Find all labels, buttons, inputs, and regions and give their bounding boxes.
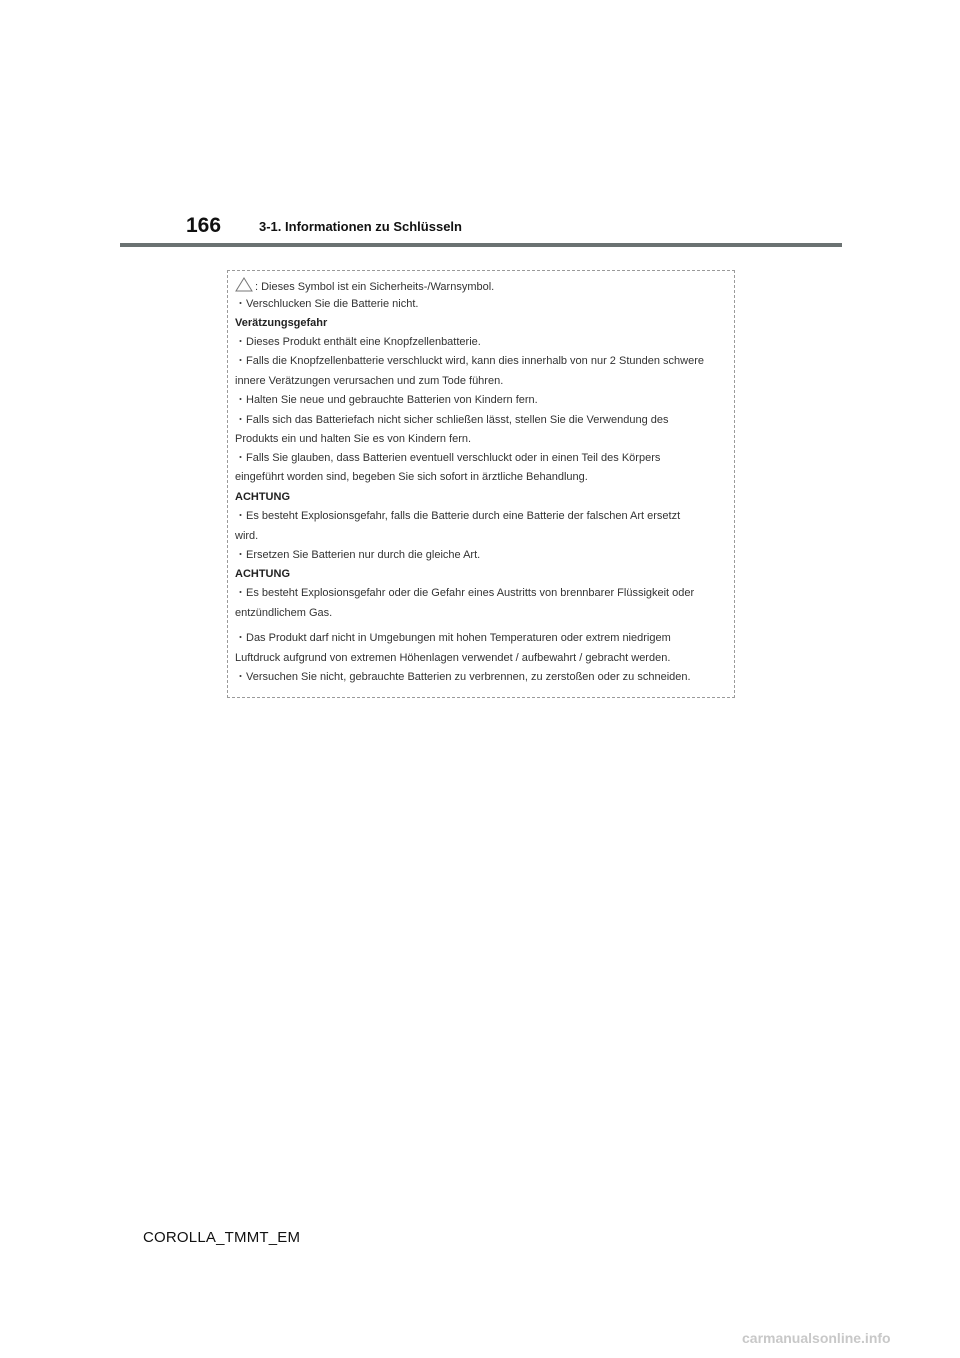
warning-triangle-icon xyxy=(235,277,253,292)
symbol-note xyxy=(235,277,494,294)
box-line: wird. xyxy=(235,530,259,542)
section-title: 3-1. Informationen zu Schlüsseln xyxy=(259,219,462,234)
box-line: ・Es besteht Explosionsgefahr, falls die Batterie durch eine Batterie der falschen Art ersetzt xyxy=(235,510,681,522)
symbol-note-text: : Dieses Symbol ist ein Sicherheits-/Warnsymbol. xyxy=(255,281,495,293)
box-line: ・Ersetzen Sie Batterien nur durch die gleiche Art. xyxy=(235,549,481,561)
box-heading: Verätzungsgefahr xyxy=(235,317,328,329)
box-line: Produkts ein und halten Sie es von Kindern fern. xyxy=(235,433,472,445)
box-line: ・Das Produkt darf nicht in Umgebungen mit hohen Temperaturen oder extrem niedrigem xyxy=(235,632,671,644)
box-line: ・Falls sich das Batteriefach nicht sicher schließen lässt, stellen Sie die Verwendung des xyxy=(235,414,669,426)
box-line: ・Falls Sie glauben, dass Batterien eventuell verschluckt oder in einen Teil des Körpers xyxy=(235,452,661,464)
header-rule xyxy=(120,243,842,247)
box-line: ・Halten Sie neue und gebrauchte Batterien von Kindern fern. xyxy=(235,394,538,406)
box-line: ・Falls die Knopfzellenbatterie verschluckt wird, kann dies innerhalb von nur 2 Stunden schwere xyxy=(235,355,704,367)
box-line: ・Versuchen Sie nicht, gebrauchte Batterien zu verbrennen, zu zerstoßen oder zu schneiden. xyxy=(235,671,691,683)
watermark: carmanualsonline.info xyxy=(742,1330,891,1346)
page-number: 166 xyxy=(186,214,222,237)
box-heading: ACHTUNG xyxy=(235,491,290,503)
box-line: ・Verschlucken Sie die Batterie nicht. xyxy=(235,298,419,310)
box-line: Luftdruck aufgrund von extremen Höhenlagen verwendet / aufbewahrt / gebracht werden. xyxy=(235,652,671,664)
footer-code: COROLLA_TMMT_EM xyxy=(143,1229,301,1246)
box-line: entzündlichem Gas. xyxy=(235,607,333,619)
box-line: ・Es besteht Explosionsgefahr oder die Gefahr eines Austritts von brennbarer Flüssigkeit oder xyxy=(235,587,695,599)
box-heading: ACHTUNG xyxy=(235,568,290,580)
box-line: innere Verätzungen verursachen und zum Tode führen. xyxy=(235,375,504,387)
box-line: eingeführt worden sind, begeben Sie sich sofort in ärztliche Behandlung. xyxy=(235,471,588,483)
box-line: ・Dieses Produkt enthält eine Knopfzellenbatterie. xyxy=(235,336,481,348)
